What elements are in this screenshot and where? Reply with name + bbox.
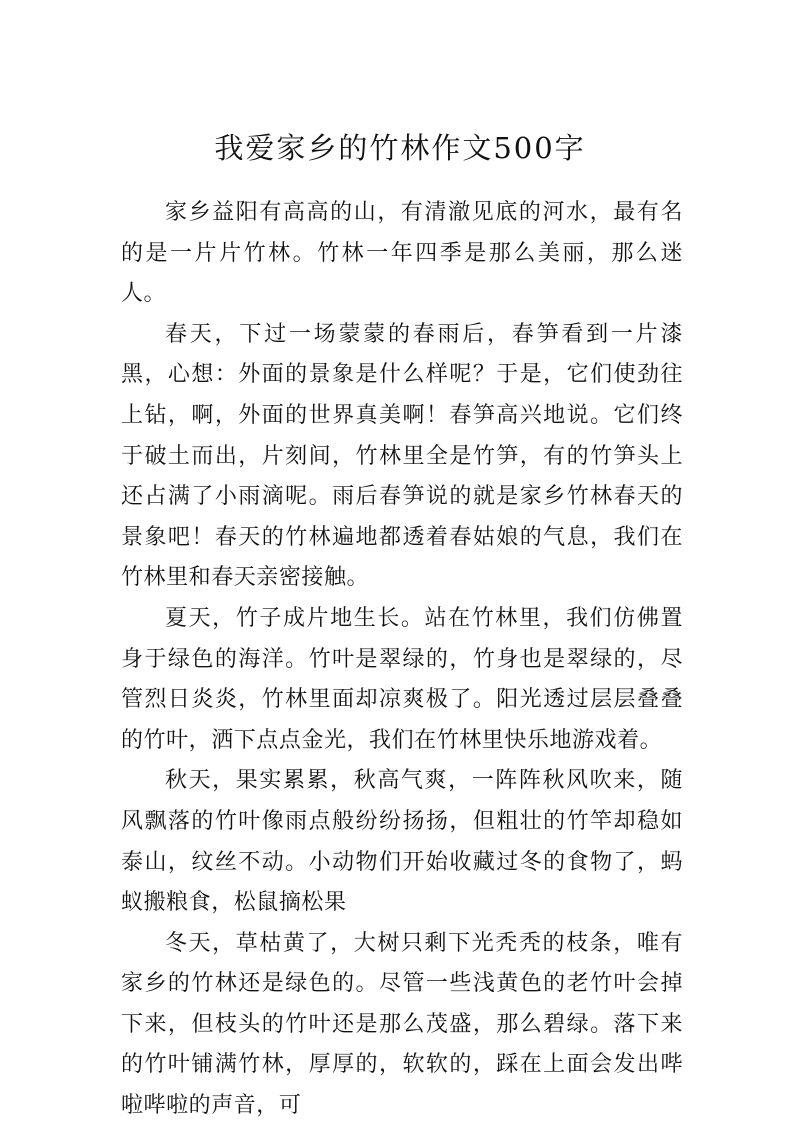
- document-title: 我爱家乡的竹林作文500字: [214, 131, 586, 165]
- document-body: [121, 193, 683, 1127]
- paragraph-spring: 春天，下过一场蒙蒙的春雨后，春笋看到一片漆黑，心想：外面的景象是什么样呢？于是，它们使劲往上钻，啊，外面的世界真美啊！春笋高兴地说。它们终于破土而出，片刻间，竹林里全是竹笋，有的竹笋头上还占满了小雨滴呢。雨后春笋说的就是家乡竹林春天的景象吧！春天的竹林遍地都透着春姑娘的气息，我们在竹林里和春天亲密接触。: [121, 321, 683, 591]
- paragraph-summer: 夏天，竹子成片地生长。站在竹林里，我们仿佛置身于绿色的海洋。竹叶是翠绿的，竹身也是翠绿的，尽管烈日炎炎，竹林里面却凉爽极了。阳光透过层层叠叠的竹叶，洒下点点金光，我们在竹林里快乐地游戏着。: [121, 605, 683, 753]
- paragraph-intro: 家乡益阳有高高的山，有清澈见底的河水，最有名的是一片片竹林。竹林一年四季是那么美丽，那么迷人。: [121, 200, 683, 307]
- paragraph-autumn: 秋天，果实累累，秋高气爽，一阵阵秋风吹来，随风飘落的竹叶像雨点般纷纷扬扬，但粗壮的竹竿却稳如泰山，纹丝不动。小动物们开始收藏过冬的食物了，蚂蚁搬粮食，松鼠摘松果: [121, 768, 683, 916]
- paragraph-winter: 冬天，草枯黄了，大树只剩下光秃秃的枝条，唯有家乡的竹林还是绿色的。尽管一些浅黄色的老竹叶会掉下来，但枝头的竹叶还是那么茂盛，那么碧绿。落下来的竹叶铺满竹林，厚厚的，软软的，踩在上面会发出哔啦哔啦的声音，可: [121, 930, 683, 1119]
